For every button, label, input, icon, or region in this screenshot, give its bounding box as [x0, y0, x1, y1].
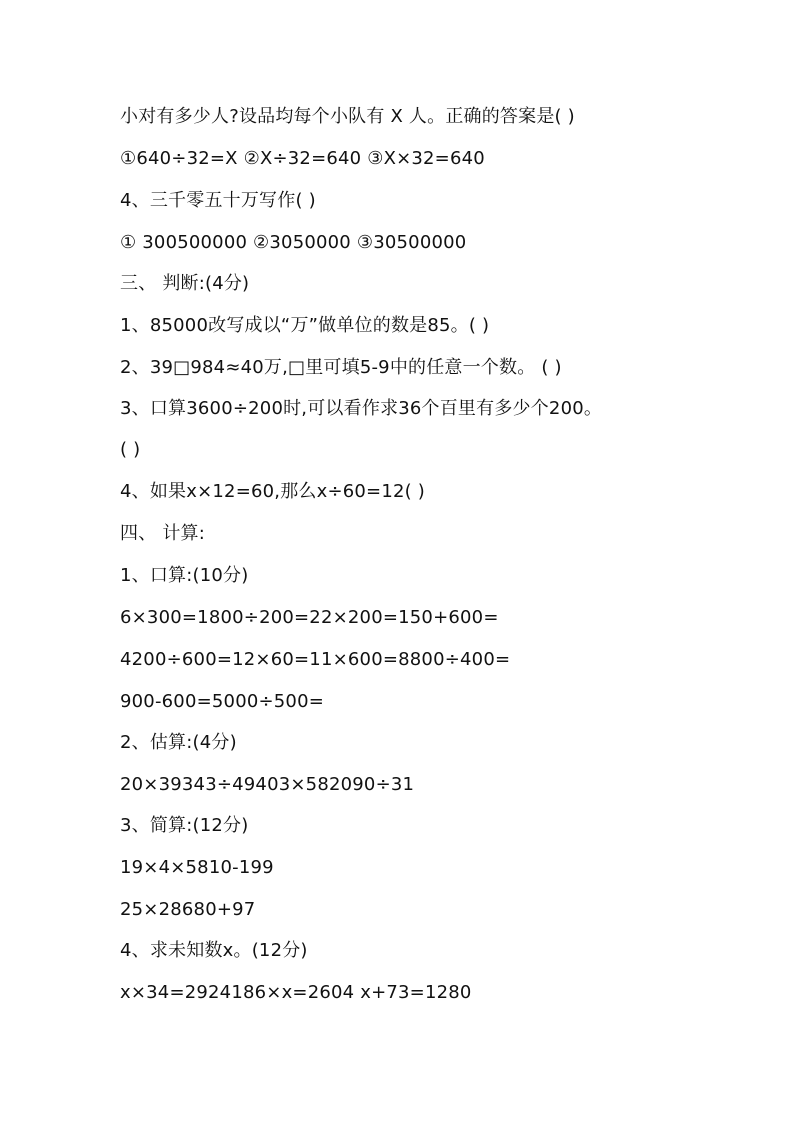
section-calculation-heading: 四、 计算:	[120, 523, 205, 544]
mental-calculation-heading: 1、口算:(10分)	[120, 565, 249, 586]
question-4: 4、三千零五十万写作( )	[120, 190, 316, 211]
mental-calculation-row-3: 900-600=5000÷500=	[120, 691, 325, 712]
unknown-number-heading: 4、求未知数x。(12分)	[120, 940, 308, 961]
question-text-continuation: 小对有多少人?设品均每个小队有 X 人。正确的答案是( )	[120, 106, 575, 127]
judgment-question-1: 1、85000改写成以“万”做单位的数是85。( )	[120, 315, 490, 336]
simplified-calculation-row-2: 25×28680+97	[120, 899, 256, 920]
estimation-row: 20×39343÷49403×582090÷31	[120, 774, 415, 795]
mental-calculation-row-2: 4200÷600=12×60=11×600=8800÷400=	[120, 649, 511, 670]
judgment-question-4: 4、如果x×12=60,那么x÷60=12( )	[120, 481, 425, 502]
section-judgment-heading: 三、 判断:(4分)	[120, 273, 250, 294]
simplified-calculation-heading: 3、简算:(12分)	[120, 815, 249, 836]
judgment-question-3-answer-blank: ( )	[120, 439, 141, 460]
mental-calculation-row-1: 6×300=1800÷200=22×200=150+600=	[120, 607, 499, 628]
judgment-question-3: 3、口算3600÷200时,可以看作求36个百里有多少个200。	[120, 398, 603, 419]
question-4-options: ① 300500000 ②3050000 ③30500000	[120, 232, 467, 253]
judgment-question-2: 2、39□984≈40万,□里可填5-9中的任意一个数。 ( )	[120, 357, 562, 378]
simplified-calculation-row-1: 19×4×5810-199	[120, 857, 274, 878]
question-options: ①640÷32=X ②X÷32=640 ③X×32=640	[120, 148, 485, 169]
unknown-number-row: x×34=2924186×x=2604 x+73=1280	[120, 982, 472, 1003]
estimation-heading: 2、估算:(4分)	[120, 732, 237, 753]
